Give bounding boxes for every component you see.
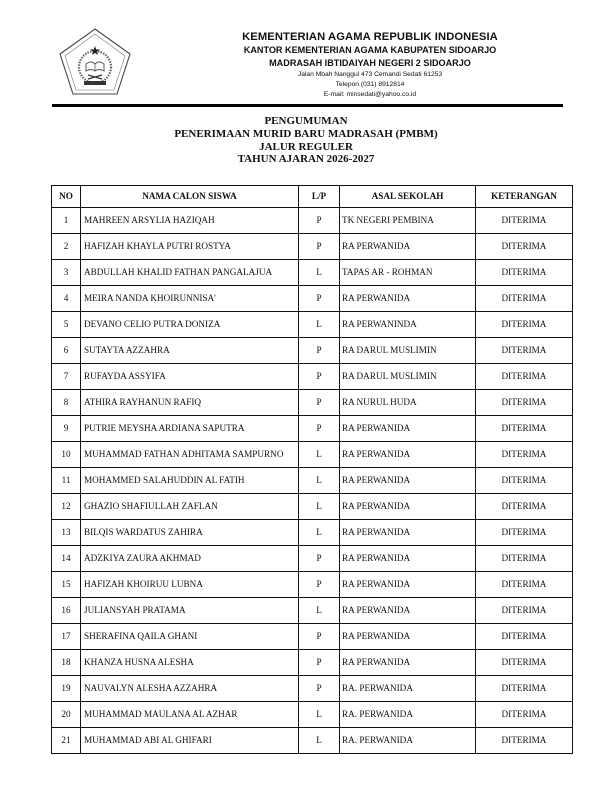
student-gender: L: [299, 727, 340, 753]
student-name: KHANZA HUSNA ALESHA: [81, 649, 299, 675]
student-gender: P: [299, 545, 340, 571]
table-row: [52, 519, 573, 545]
school-phone: Telepon (031) 8912814: [335, 81, 405, 88]
row-number: 2: [52, 233, 81, 259]
student-gender: P: [299, 649, 340, 675]
admission-status: DITERIMA: [476, 597, 573, 623]
table-row: [52, 701, 573, 727]
student-name: MUHAMMAD ABI AL GHIFARI: [81, 727, 299, 753]
origin-school: RA PERWANIDA: [340, 597, 476, 623]
table-row: [52, 597, 573, 623]
student-gender: P: [299, 415, 340, 441]
admission-status: DITERIMA: [476, 233, 573, 259]
row-number: 12: [52, 493, 81, 519]
row-number: 16: [52, 597, 81, 623]
origin-school: RA PERWANIDA: [340, 571, 476, 597]
ministry-name: KEMENTERIAN AGAMA REPUBLIK INDONESIA: [242, 31, 498, 43]
student-name: MAHREEN ARSYLIA HAZIQAH: [81, 207, 299, 233]
row-number: 17: [52, 623, 81, 649]
origin-school: RA PERWANIDA: [340, 467, 476, 493]
table-row: [52, 259, 573, 285]
admission-status: DITERIMA: [476, 415, 573, 441]
origin-school: RA PERWANIDA: [340, 519, 476, 545]
admission-status: DITERIMA: [476, 207, 573, 233]
announcement-year: TAHUN AJARAN 2026-2027: [237, 153, 375, 166]
student-gender: L: [299, 441, 340, 467]
admission-status: DITERIMA: [476, 675, 573, 701]
admission-status: DITERIMA: [476, 701, 573, 727]
header-origin: ASAL SEKOLAH: [340, 186, 476, 208]
admission-status: DITERIMA: [476, 467, 573, 493]
origin-school: RA. PERWANIDA: [340, 727, 476, 753]
student-gender: P: [299, 207, 340, 233]
row-number: 11: [52, 467, 81, 493]
kemenag-emblem-icon: [58, 27, 132, 97]
table-row: [52, 571, 573, 597]
student-name: DEVANO CELIO PUTRA DONIZA: [81, 311, 299, 337]
origin-school: TAPAS AR - ROHMAN: [340, 259, 476, 285]
student-name: ATHIRA RAYHANUN RAFIQ: [81, 389, 299, 415]
student-name: HAFIZAH KHOIRUU LUBNA: [81, 571, 299, 597]
header-no: NO: [52, 186, 81, 208]
origin-school: RA PERWANIDA: [340, 285, 476, 311]
origin-school: TK NEGERI PEMBINA: [340, 207, 476, 233]
origin-school: RA. PERWANIDA: [340, 701, 476, 727]
table-row: [52, 675, 573, 701]
table-row: [52, 493, 573, 519]
student-gender: L: [299, 259, 340, 285]
student-name: MUHAMMAD FATHAN ADHITAMA SAMPURNO: [81, 441, 299, 467]
letterhead: [170, 30, 570, 100]
student-name: SUTAYTA AZZAHRA: [81, 337, 299, 363]
row-number: 13: [52, 519, 81, 545]
row-number: 18: [52, 649, 81, 675]
student-name: MEIRA NANDA KHOIRUNNISA': [81, 285, 299, 311]
announcement-title: PENGUMUMAN: [264, 115, 348, 127]
admission-status: DITERIMA: [476, 363, 573, 389]
letterhead-divider: [52, 104, 563, 107]
student-gender: P: [299, 675, 340, 701]
row-number: 19: [52, 675, 81, 701]
origin-school: RA. PERWANIDA: [340, 675, 476, 701]
student-gender: L: [299, 493, 340, 519]
origin-school: RA PERWANIDA: [340, 623, 476, 649]
origin-school: RA PERWANIDA: [340, 493, 476, 519]
announcement-title-block: [100, 115, 512, 166]
admission-status: DITERIMA: [476, 311, 573, 337]
row-number: 1: [52, 207, 81, 233]
row-number: 20: [52, 701, 81, 727]
student-name: NAUVALYN ALESHA AZZAHRA: [81, 675, 299, 701]
row-number: 14: [52, 545, 81, 571]
admission-status: DITERIMA: [476, 519, 573, 545]
student-name: ABDULLAH KHALID FATHAN PANGALAJUA: [81, 259, 299, 285]
student-name: HAFIZAH KHAYLA PUTRI ROSTYA: [81, 233, 299, 259]
row-number: 9: [52, 415, 81, 441]
header-gender: L/P: [299, 186, 340, 208]
student-gender: L: [299, 519, 340, 545]
admission-status: DITERIMA: [476, 337, 573, 363]
origin-school: RA PERWANIDA: [340, 441, 476, 467]
student-gender: P: [299, 623, 340, 649]
origin-school: RA DARUL MUSLIMIN: [340, 363, 476, 389]
student-gender: L: [299, 597, 340, 623]
student-name: ADZKIYA ZAURA AKHMAD: [81, 545, 299, 571]
admission-status: DITERIMA: [476, 441, 573, 467]
office-name: KANTOR KEMENTERIAN AGAMA KABUPATEN SIDOARJO: [243, 45, 497, 55]
admission-status: DITERIMA: [476, 571, 573, 597]
row-number: 3: [52, 259, 81, 285]
table-row: [52, 233, 573, 259]
origin-school: RA DARUL MUSLIMIN: [340, 337, 476, 363]
student-name: RUFAYDA ASSYIFA: [81, 363, 299, 389]
student-name: GHAZIO SHAFIULLAH ZAFLAN: [81, 493, 299, 519]
origin-school: RA PERWANIDA: [340, 233, 476, 259]
student-name: MUHAMMAD MAULANA AL AZHAR: [81, 701, 299, 727]
admission-status: DITERIMA: [476, 545, 573, 571]
admission-table: [51, 185, 573, 754]
student-name: JULIANSYAH PRATAMA: [81, 597, 299, 623]
row-number: 6: [52, 337, 81, 363]
student-name: SHERAFINA QAILA GHANI: [81, 623, 299, 649]
table-row: [52, 337, 573, 363]
admission-status: DITERIMA: [476, 649, 573, 675]
table-row: [52, 623, 573, 649]
school-email: E-mail: minsedati@yahoo.co.id: [323, 91, 417, 98]
table-row: [52, 441, 573, 467]
student-gender: P: [299, 389, 340, 415]
table-row: [52, 207, 573, 233]
table-row: [52, 389, 573, 415]
table-row: [52, 649, 573, 675]
announcement-track: JALUR REGULER: [259, 140, 353, 153]
student-gender: L: [299, 701, 340, 727]
row-number: 4: [52, 285, 81, 311]
table-header-row: [52, 186, 573, 208]
student-name: MOHAMMED SALAHUDDIN AL FATIH: [81, 467, 299, 493]
student-gender: L: [299, 311, 340, 337]
student-gender: P: [299, 337, 340, 363]
table-row: [52, 415, 573, 441]
origin-school: RA PERWANIDA: [340, 649, 476, 675]
table-row: [52, 363, 573, 389]
student-gender: P: [299, 233, 340, 259]
row-number: 5: [52, 311, 81, 337]
table-row: [52, 285, 573, 311]
table-row: [52, 467, 573, 493]
origin-school: RA PERWANINDA: [340, 311, 476, 337]
table-row: [52, 727, 573, 753]
announcement-subtitle: PENERIMAAN MURID BARU MADRASAH (PMBM): [174, 127, 438, 140]
row-number: 7: [52, 363, 81, 389]
header-status: KETERANGAN: [476, 186, 573, 208]
student-gender: L: [299, 467, 340, 493]
row-number: 15: [52, 571, 81, 597]
student-gender: P: [299, 363, 340, 389]
admission-status: DITERIMA: [476, 727, 573, 753]
table-row: [52, 311, 573, 337]
admission-status: DITERIMA: [476, 623, 573, 649]
admission-status: DITERIMA: [476, 493, 573, 519]
school-address: Jalan Mbah Nanggul 473 Cemandi Sedati 61253: [297, 71, 443, 78]
origin-school: RA PERWANIDA: [340, 415, 476, 441]
student-gender: P: [299, 571, 340, 597]
admission-status: DITERIMA: [476, 285, 573, 311]
header-name: NAMA CALON SISWA: [81, 186, 299, 208]
school-name: MADRASAH IBTIDAIYAH NEGERI 2 SIDOARJO: [269, 57, 471, 68]
admission-status: DITERIMA: [476, 389, 573, 415]
origin-school: RA PERWANIDA: [340, 545, 476, 571]
student-gender: P: [299, 285, 340, 311]
student-name: BILQIS WARDATUS ZAHIRA: [81, 519, 299, 545]
table-row: [52, 545, 573, 571]
student-name: PUTRIE MEYSHA ARDIANA SAPUTRA: [81, 415, 299, 441]
row-number: 10: [52, 441, 81, 467]
row-number: 21: [52, 727, 81, 753]
row-number: 8: [52, 389, 81, 415]
admission-status: DITERIMA: [476, 259, 573, 285]
origin-school: RA NURUL HUDA: [340, 389, 476, 415]
